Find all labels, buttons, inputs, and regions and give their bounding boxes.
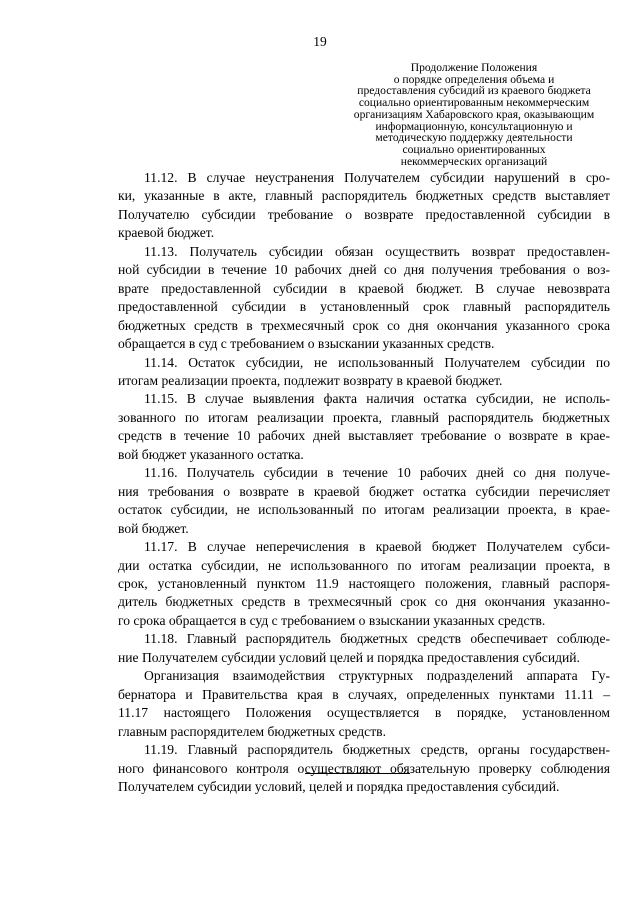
header-line: информационную, консультационную и [375, 119, 573, 133]
paragraph-line: вой бюджет указанного остатка. [118, 446, 304, 462]
paragraph [118, 169, 610, 243]
paragraph-line: ние Получателем субсидии условий целей и порядка предоставления субсидий. [118, 649, 580, 665]
paragraph-line: остаток субсидии, не использованный по итогам реализации проекта, в крае- [118, 502, 610, 518]
document-body [118, 169, 610, 796]
paragraph-line: срок, установленный пунктом 11.9 настоящего положения, главный распоря- [118, 575, 610, 591]
header-line: Продолжение Положения [410, 61, 538, 74]
paragraph [118, 390, 610, 464]
paragraph-line: го срока обращается в суд с требованием о взыскании указанных средств. [118, 612, 546, 628]
header-line: социально ориентированным некоммерческим [358, 96, 590, 110]
paragraph-line: средств в течение 10 рабочих дней выставляет требование о возврате в крае- [118, 428, 610, 444]
paragraph [118, 667, 610, 741]
paragraph-line: ного финансового контроля осуществляют обязательную проверку соблюдения [118, 760, 610, 776]
paragraph [118, 464, 610, 538]
header-block [338, 62, 610, 167]
paragraph-line: итогам реализации проекта, подлежит возврату в краевой бюджет. [118, 372, 503, 388]
paragraph-line: Получателю субсидии требование о возврате предоставленной субсидии в [118, 206, 610, 222]
paragraph [118, 741, 610, 796]
paragraph [118, 630, 610, 667]
paragraph-line: 11.19. Главный распорядитель бюджетных средств, органы государствен- [144, 742, 610, 758]
paragraph-line: зованного по итогам реализации проекта, главный распорядитель бюджетных [118, 409, 610, 425]
paragraph-line: бюджетных средств в трехмесячный срок со дня окончания указанного срока [118, 317, 610, 333]
paragraph-line: ния требования о возврате в краевой бюджет остатка субсидии перечисляет [118, 483, 610, 499]
paragraph-line: врате предоставленной субсидии в краевой бюджет. В случае невозврата [118, 280, 610, 296]
paragraph-line: Получателем субсидии условий, целей и порядка предоставления субсидий. [118, 778, 560, 794]
paragraph [118, 243, 610, 354]
paragraph-line: 11.17. В случае неперечисления в краевой бюджет Получателем субси- [144, 539, 610, 555]
paragraph-line: вой бюджет. [118, 520, 189, 536]
paragraph-line: 11.12. В случае неустранения Получателем субсидии нарушений в сро- [144, 170, 610, 185]
paragraph-line: Организация взаимодействия структурных подразделений аппарата Гу- [144, 668, 610, 684]
paragraph [118, 538, 610, 630]
paragraph-line: предоставленной субсидии в установленный срок главный распорядитель [118, 299, 610, 315]
paragraph-line: краевой бюджет. [118, 225, 215, 241]
paragraph-line: ки, указанные в акте, главный распорядитель бюджетных средств выставляет [118, 188, 610, 204]
paragraph-line: дии остатка субсидии, не использованного по итогам реализации проекта, в [118, 557, 610, 573]
paragraph-line: обращается в суд с требованием о взыскании указанных средств. [118, 336, 495, 352]
page-number: 19 [313, 34, 327, 49]
header-line: социально ориентированных [402, 142, 546, 156]
paragraph-line: 11.13. Получатель субсидии обязан осуществить возврат предоставлен- [144, 243, 610, 259]
header-line: организациям Хабаровского края, оказывающим [353, 107, 595, 121]
paragraph-line: 11.15. В случае выявления факта наличия остатка субсидии, не исполь- [144, 391, 610, 407]
paragraph-line: дитель бюджетных средств в трехмесячный срок со дня окончания указанно- [118, 594, 610, 610]
end-rule [305, 773, 410, 774]
paragraph-line: бернатора и Правительства края в случаях, определенных пунктами 11.11 – [118, 686, 610, 702]
paragraph-line: 11.17 настоящего Положения осуществляется в порядке, установленном [118, 705, 610, 721]
paragraph [118, 354, 610, 391]
paragraph-line: 11.18. Главный распорядитель бюджетных средств обеспечивает соблюде- [144, 631, 610, 647]
header-line: предоставления субсидий из краевого бюджета [357, 84, 591, 98]
paragraph-line: главным распорядителем бюджетных средств. [118, 723, 386, 739]
header-line: некоммерческих организаций [400, 154, 548, 168]
paragraph-line: ной субсидии в течение 10 рабочих дней со дня получения требования о воз- [118, 262, 610, 278]
header-line: о порядке определения объема и [393, 72, 555, 86]
paragraph-line: 11.14. Остаток субсидии, не использованный Получателем субсидии по [144, 354, 610, 370]
header-line: методическую поддержку деятельности [375, 131, 573, 145]
paragraph-line: 11.16. Получатель субсидии в течение 10 рабочих дней со дня получе- [144, 465, 610, 481]
